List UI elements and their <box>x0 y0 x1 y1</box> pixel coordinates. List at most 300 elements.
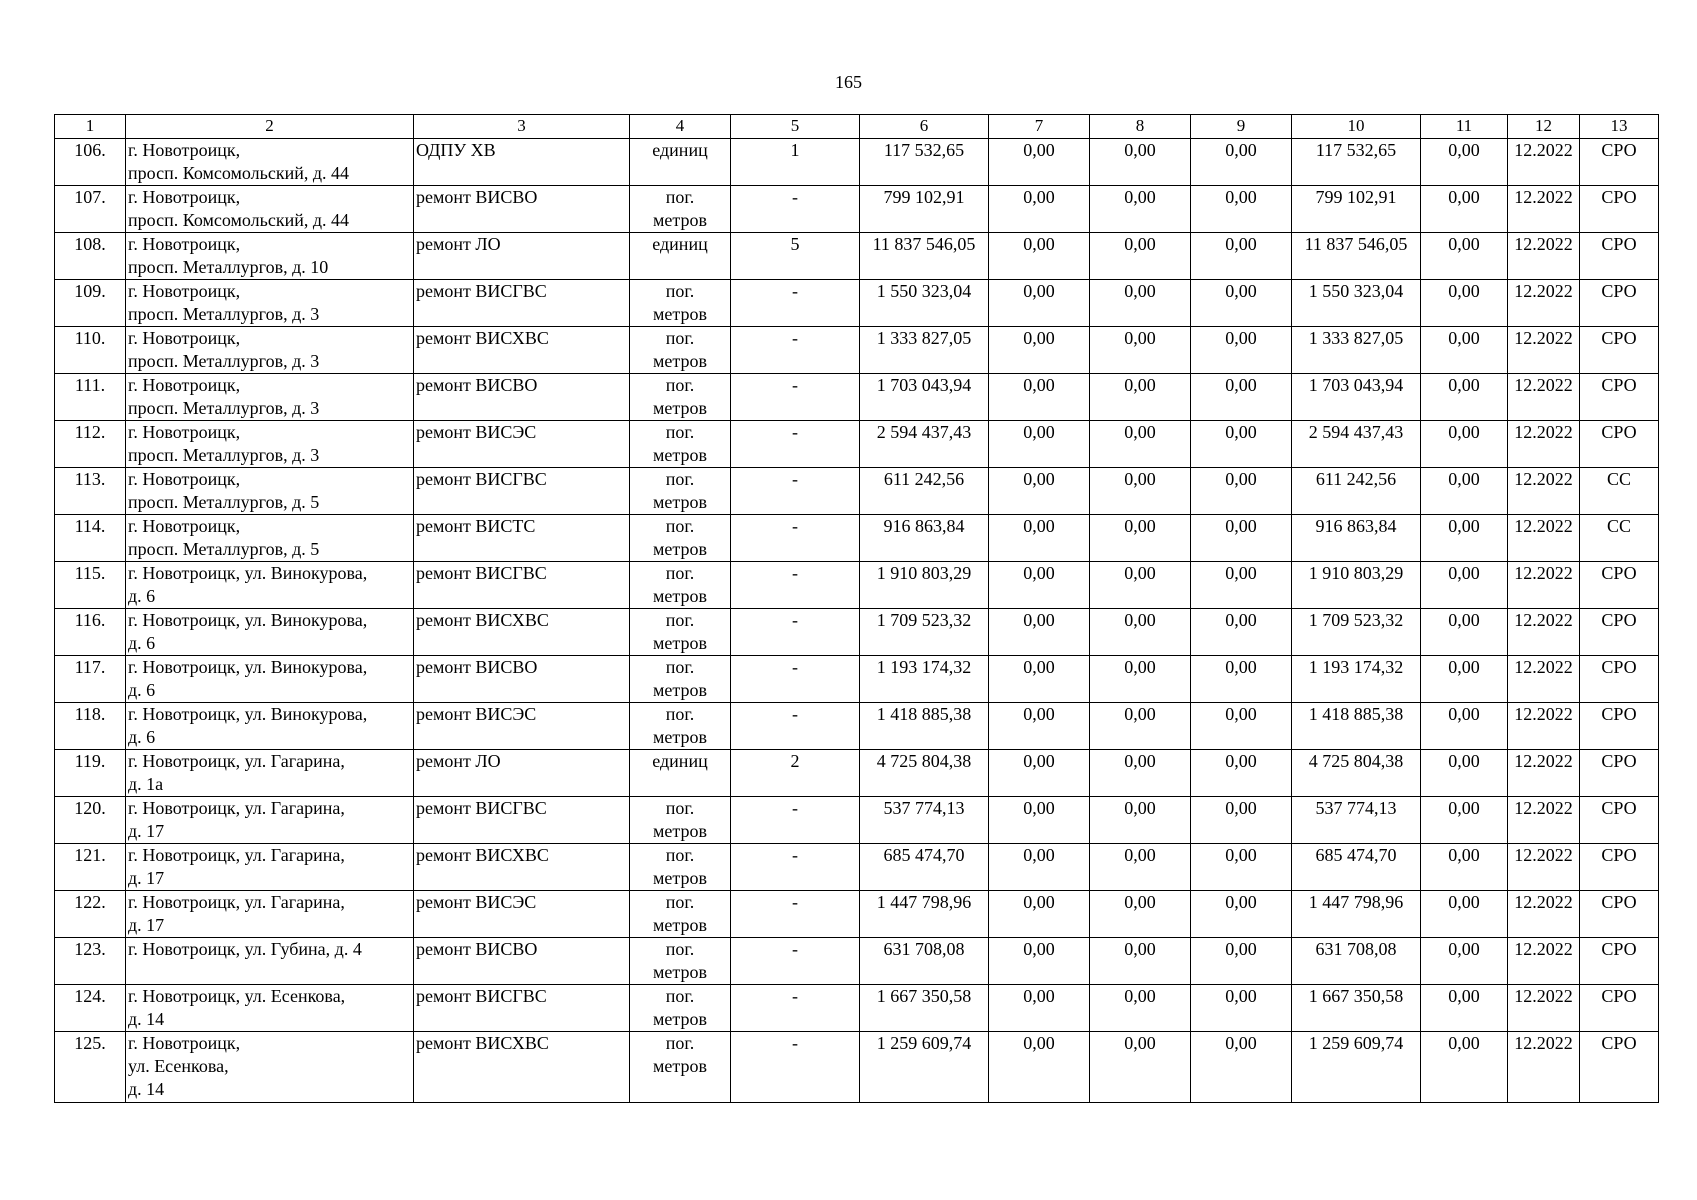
unit-cell <box>630 374 731 421</box>
amount-col11-cell: 0,00 <box>1421 280 1508 327</box>
amount-col6-cell: 1 703 043,94 <box>860 374 989 421</box>
method-cell: СРО <box>1580 656 1659 703</box>
amount-col7-cell: 0,00 <box>989 938 1090 985</box>
address-cell <box>126 280 414 327</box>
address-cell <box>126 327 414 374</box>
amount-col11-cell: 0,00 <box>1421 656 1508 703</box>
deadline-cell: 12.2022 <box>1508 233 1580 280</box>
amount-col9-cell: 0,00 <box>1191 468 1292 515</box>
unit-cell <box>630 797 731 844</box>
amount-col9-cell: 0,00 <box>1191 186 1292 233</box>
work-type-cell: ремонт ВИСГВС <box>414 468 630 515</box>
unit-cell <box>630 609 731 656</box>
unit-cell <box>630 515 731 562</box>
amount-col9-cell: 0,00 <box>1191 1032 1292 1103</box>
amount-col6-cell: 1 550 323,04 <box>860 280 989 327</box>
addr-line: г. Новотроицк, ул. Гагарина, <box>128 845 345 865</box>
amount-col10-cell: 799 102,91 <box>1292 186 1421 233</box>
table-row <box>55 374 1659 421</box>
amount-col7-cell: 0,00 <box>989 656 1090 703</box>
amount-col11-cell: 0,00 <box>1421 797 1508 844</box>
method-cell: СС <box>1580 515 1659 562</box>
addr-line: д. 14 <box>128 1079 165 1099</box>
table-row <box>55 891 1659 938</box>
amount-col6-cell: 611 242,56 <box>860 468 989 515</box>
table-row <box>55 703 1659 750</box>
amount-col8-cell: 0,00 <box>1090 280 1191 327</box>
unit-line: пог. <box>665 328 695 348</box>
amount-col10-cell: 117 532,65 <box>1292 139 1421 186</box>
amount-col7-cell: 0,00 <box>989 844 1090 891</box>
unit-line: метров <box>653 492 707 512</box>
amount-col9-cell: 0,00 <box>1191 891 1292 938</box>
method-cell: СРО <box>1580 374 1659 421</box>
amount-col10-cell: 611 242,56 <box>1292 468 1421 515</box>
amount-col10-cell: 916 863,84 <box>1292 515 1421 562</box>
deadline-cell: 12.2022 <box>1508 468 1580 515</box>
register-table <box>54 114 1659 1103</box>
amount-col6-cell: 1 447 798,96 <box>860 891 989 938</box>
amount-col6-cell: 1 259 609,74 <box>860 1032 989 1103</box>
amount-col10-cell: 537 774,13 <box>1292 797 1421 844</box>
addr-line: г. Новотроицк, <box>128 1033 241 1053</box>
quantity-cell: - <box>731 891 860 938</box>
table-row <box>55 515 1659 562</box>
address-cell <box>126 515 414 562</box>
amount-col6-cell: 1 418 885,38 <box>860 703 989 750</box>
unit-cell <box>630 327 731 374</box>
deadline-cell: 12.2022 <box>1508 938 1580 985</box>
quantity-cell: - <box>731 797 860 844</box>
unit-line: метров <box>653 821 707 841</box>
amount-col8-cell: 0,00 <box>1090 468 1191 515</box>
amount-col8-cell: 0,00 <box>1090 186 1191 233</box>
deadline-cell: 12.2022 <box>1508 891 1580 938</box>
addr-line: г. Новотроицк, <box>128 516 241 536</box>
unit-line: метров <box>653 586 707 606</box>
unit-line: метров <box>653 445 707 465</box>
row-number-cell: 120. <box>55 797 126 844</box>
amount-col9-cell: 0,00 <box>1191 609 1292 656</box>
row-number-cell: 107. <box>55 186 126 233</box>
unit-line: пог. <box>665 1033 695 1053</box>
work-type-cell: ремонт ВИСГВС <box>414 562 630 609</box>
unit-line: метров <box>653 868 707 888</box>
method-cell: СРО <box>1580 891 1659 938</box>
amount-col11-cell: 0,00 <box>1421 985 1508 1032</box>
table-row <box>55 186 1659 233</box>
amount-col10-cell: 1 703 043,94 <box>1292 374 1421 421</box>
amount-col8-cell: 0,00 <box>1090 891 1191 938</box>
amount-col9-cell: 0,00 <box>1191 656 1292 703</box>
column-header: 2 <box>126 115 414 139</box>
address-cell <box>126 938 414 985</box>
column-header: 8 <box>1090 115 1191 139</box>
deadline-cell: 12.2022 <box>1508 703 1580 750</box>
unit-line: единиц <box>652 234 708 254</box>
row-number-cell: 116. <box>55 609 126 656</box>
table-row <box>55 468 1659 515</box>
column-header: 9 <box>1191 115 1292 139</box>
quantity-cell: - <box>731 609 860 656</box>
table-row <box>55 233 1659 280</box>
addr-line: д. 6 <box>128 633 156 653</box>
addr-line: д. 17 <box>128 868 165 888</box>
work-type-cell: ремонт ЛО <box>414 750 630 797</box>
amount-col8-cell: 0,00 <box>1090 562 1191 609</box>
quantity-cell: - <box>731 515 860 562</box>
row-number-cell: 110. <box>55 327 126 374</box>
addr-line: г. Новотроицк, ул. Гагарина, <box>128 751 345 771</box>
table-row <box>55 938 1659 985</box>
table-row <box>55 280 1659 327</box>
unit-line: метров <box>653 633 707 653</box>
address-cell <box>126 891 414 938</box>
amount-col10-cell: 1 259 609,74 <box>1292 1032 1421 1103</box>
amount-col10-cell: 1 550 323,04 <box>1292 280 1421 327</box>
quantity-cell: - <box>731 374 860 421</box>
addr-line: г. Новотроицк, <box>128 328 241 348</box>
amount-col6-cell: 799 102,91 <box>860 186 989 233</box>
deadline-cell: 12.2022 <box>1508 515 1580 562</box>
unit-line: метров <box>653 962 707 982</box>
column-header: 12 <box>1508 115 1580 139</box>
addr-line: г. Новотроицк, ул. Есенкова, <box>128 986 346 1006</box>
work-type-cell: ремонт ВИСХВС <box>414 327 630 374</box>
table-row <box>55 421 1659 468</box>
address-cell <box>126 703 414 750</box>
method-cell: СРО <box>1580 985 1659 1032</box>
amount-col11-cell: 0,00 <box>1421 374 1508 421</box>
amount-col6-cell: 1 193 174,32 <box>860 656 989 703</box>
amount-col6-cell: 1 709 523,32 <box>860 609 989 656</box>
amount-col8-cell: 0,00 <box>1090 797 1191 844</box>
amount-col9-cell: 0,00 <box>1191 280 1292 327</box>
unit-line: метров <box>653 727 707 747</box>
address-cell <box>126 421 414 468</box>
amount-col8-cell: 0,00 <box>1090 609 1191 656</box>
unit-line: метров <box>653 304 707 324</box>
work-type-cell: ремонт ВИСТС <box>414 515 630 562</box>
addr-line: д. 17 <box>128 915 165 935</box>
unit-line: пог. <box>665 986 695 1006</box>
amount-col7-cell: 0,00 <box>989 327 1090 374</box>
row-number-cell: 114. <box>55 515 126 562</box>
address-cell <box>126 1032 414 1103</box>
method-cell: СРО <box>1580 844 1659 891</box>
amount-col11-cell: 0,00 <box>1421 750 1508 797</box>
table-row <box>55 656 1659 703</box>
addr-line: просп. Металлургов, д. 3 <box>128 351 320 371</box>
method-cell: СС <box>1580 468 1659 515</box>
work-type-cell: ОДПУ ХВ <box>414 139 630 186</box>
quantity-cell: - <box>731 280 860 327</box>
amount-col8-cell: 0,00 <box>1090 233 1191 280</box>
addr-line: д. 1а <box>128 774 164 794</box>
addr-line: просп. Комсомольский, д. 44 <box>128 163 350 183</box>
amount-col11-cell: 0,00 <box>1421 844 1508 891</box>
amount-col10-cell: 1 709 523,32 <box>1292 609 1421 656</box>
table-row <box>55 750 1659 797</box>
deadline-cell: 12.2022 <box>1508 797 1580 844</box>
row-number-cell: 109. <box>55 280 126 327</box>
address-cell <box>126 233 414 280</box>
unit-cell <box>630 844 731 891</box>
method-cell: СРО <box>1580 562 1659 609</box>
method-cell: СРО <box>1580 233 1659 280</box>
unit-line: единиц <box>652 751 708 771</box>
row-number-cell: 117. <box>55 656 126 703</box>
table-row <box>55 609 1659 656</box>
work-type-cell: ремонт ВИСВО <box>414 938 630 985</box>
amount-col10-cell: 11 837 546,05 <box>1292 233 1421 280</box>
column-header: 13 <box>1580 115 1659 139</box>
amount-col7-cell: 0,00 <box>989 985 1090 1032</box>
amount-col7-cell: 0,00 <box>989 1032 1090 1103</box>
amount-col7-cell: 0,00 <box>989 280 1090 327</box>
unit-line: пог. <box>665 281 695 301</box>
unit-line: пог. <box>665 469 695 489</box>
amount-col8-cell: 0,00 <box>1090 844 1191 891</box>
amount-col7-cell: 0,00 <box>989 421 1090 468</box>
amount-col10-cell: 685 474,70 <box>1292 844 1421 891</box>
amount-col11-cell: 0,00 <box>1421 609 1508 656</box>
method-cell: СРО <box>1580 703 1659 750</box>
amount-col9-cell: 0,00 <box>1191 797 1292 844</box>
amount-col10-cell: 1 667 350,58 <box>1292 985 1421 1032</box>
quantity-cell: - <box>731 468 860 515</box>
row-number-cell: 115. <box>55 562 126 609</box>
amount-col10-cell: 1 910 803,29 <box>1292 562 1421 609</box>
amount-col10-cell: 1 447 798,96 <box>1292 891 1421 938</box>
work-type-cell: ремонт ЛО <box>414 233 630 280</box>
address-cell <box>126 139 414 186</box>
column-header: 7 <box>989 115 1090 139</box>
header-row <box>55 115 1659 139</box>
deadline-cell: 12.2022 <box>1508 656 1580 703</box>
unit-line: пог. <box>665 563 695 583</box>
unit-line: пог. <box>665 939 695 959</box>
work-type-cell: ремонт ВИСВО <box>414 656 630 703</box>
amount-col11-cell: 0,00 <box>1421 891 1508 938</box>
address-cell <box>126 985 414 1032</box>
row-number-cell: 121. <box>55 844 126 891</box>
deadline-cell: 12.2022 <box>1508 421 1580 468</box>
unit-line: пог. <box>665 657 695 677</box>
method-cell: СРО <box>1580 797 1659 844</box>
unit-cell <box>630 656 731 703</box>
method-cell: СРО <box>1580 609 1659 656</box>
amount-col6-cell: 2 594 437,43 <box>860 421 989 468</box>
amount-col11-cell: 0,00 <box>1421 186 1508 233</box>
method-cell: СРО <box>1580 186 1659 233</box>
amount-col6-cell: 117 532,65 <box>860 139 989 186</box>
unit-line: метров <box>653 915 707 935</box>
amount-col6-cell: 916 863,84 <box>860 515 989 562</box>
amount-col9-cell: 0,00 <box>1191 233 1292 280</box>
method-cell: СРО <box>1580 938 1659 985</box>
addr-line: г. Новотроицк, <box>128 140 241 160</box>
deadline-cell: 12.2022 <box>1508 1032 1580 1103</box>
addr-line: просп. Металлургов, д. 3 <box>128 445 320 465</box>
unit-cell <box>630 703 731 750</box>
deadline-cell: 12.2022 <box>1508 609 1580 656</box>
amount-col9-cell: 0,00 <box>1191 750 1292 797</box>
column-header: 10 <box>1292 115 1421 139</box>
amount-col11-cell: 0,00 <box>1421 421 1508 468</box>
amount-col7-cell: 0,00 <box>989 186 1090 233</box>
unit-line: пог. <box>665 798 695 818</box>
addr-line: г. Новотроицк, ул. Гагарина, <box>128 798 345 818</box>
work-type-cell: ремонт ВИСГВС <box>414 985 630 1032</box>
quantity-cell: - <box>731 938 860 985</box>
addr-line: г. Новотроицк, <box>128 234 241 254</box>
amount-col8-cell: 0,00 <box>1090 656 1191 703</box>
deadline-cell: 12.2022 <box>1508 985 1580 1032</box>
addr-line: г. Новотроицк, ул. Винокурова, <box>128 563 368 583</box>
amount-col9-cell: 0,00 <box>1191 938 1292 985</box>
addr-line: г. Новотроицк, ул. Губина, д. 4 <box>128 939 362 959</box>
unit-line: пог. <box>665 892 695 912</box>
column-header: 1 <box>55 115 126 139</box>
quantity-cell: 2 <box>731 750 860 797</box>
amount-col9-cell: 0,00 <box>1191 139 1292 186</box>
method-cell: СРО <box>1580 280 1659 327</box>
address-cell <box>126 186 414 233</box>
amount-col6-cell: 631 708,08 <box>860 938 989 985</box>
table-row <box>55 797 1659 844</box>
work-type-cell: ремонт ВИСВО <box>414 374 630 421</box>
amount-col8-cell: 0,00 <box>1090 139 1191 186</box>
amount-col7-cell: 0,00 <box>989 703 1090 750</box>
table-row <box>55 1032 1659 1103</box>
unit-line: метров <box>653 1009 707 1029</box>
unit-line: пог. <box>665 704 695 724</box>
unit-line: пог. <box>665 610 695 630</box>
amount-col9-cell: 0,00 <box>1191 703 1292 750</box>
amount-col6-cell: 1 667 350,58 <box>860 985 989 1032</box>
work-type-cell: ремонт ВИСХВС <box>414 609 630 656</box>
amount-col11-cell: 0,00 <box>1421 562 1508 609</box>
amount-col11-cell: 0,00 <box>1421 139 1508 186</box>
amount-col8-cell: 0,00 <box>1090 750 1191 797</box>
amount-col11-cell: 0,00 <box>1421 1032 1508 1103</box>
work-type-cell: ремонт ВИСЭС <box>414 421 630 468</box>
addr-line: г. Новотроицк, ул. Винокурова, <box>128 610 368 630</box>
amount-col9-cell: 0,00 <box>1191 562 1292 609</box>
addr-line: г. Новотроицк, ул. Винокурова, <box>128 657 368 677</box>
quantity-cell: - <box>731 844 860 891</box>
table-body <box>55 139 1659 1103</box>
unit-line: метров <box>653 539 707 559</box>
deadline-cell: 12.2022 <box>1508 280 1580 327</box>
unit-line: единиц <box>652 140 708 160</box>
unit-cell <box>630 938 731 985</box>
work-type-cell: ремонт ВИСГВС <box>414 797 630 844</box>
table-row <box>55 327 1659 374</box>
amount-col11-cell: 0,00 <box>1421 468 1508 515</box>
column-header: 3 <box>414 115 630 139</box>
table-row <box>55 139 1659 186</box>
row-number-cell: 106. <box>55 139 126 186</box>
unit-line: пог. <box>665 422 695 442</box>
work-type-cell: ремонт ВИСВО <box>414 186 630 233</box>
amount-col8-cell: 0,00 <box>1090 703 1191 750</box>
unit-cell <box>630 985 731 1032</box>
addr-line: г. Новотроицк, <box>128 375 241 395</box>
unit-line: метров <box>653 210 707 230</box>
amount-col11-cell: 0,00 <box>1421 703 1508 750</box>
addr-line: г. Новотроицк, <box>128 469 241 489</box>
unit-cell <box>630 562 731 609</box>
deadline-cell: 12.2022 <box>1508 327 1580 374</box>
amount-col6-cell: 4 725 804,38 <box>860 750 989 797</box>
method-cell: СРО <box>1580 327 1659 374</box>
address-cell <box>126 844 414 891</box>
address-cell <box>126 609 414 656</box>
amount-col8-cell: 0,00 <box>1090 1032 1191 1103</box>
unit-line: пог. <box>665 187 695 207</box>
unit-cell <box>630 468 731 515</box>
addr-line: г. Новотроицк, ул. Винокурова, <box>128 704 368 724</box>
addr-line: г. Новотроицк, ул. Гагарина, <box>128 892 345 912</box>
unit-cell <box>630 186 731 233</box>
address-cell <box>126 468 414 515</box>
work-type-cell: ремонт ВИСЭС <box>414 703 630 750</box>
table-row <box>55 985 1659 1032</box>
addr-line: просп. Металлургов, д. 10 <box>128 257 329 277</box>
work-type-cell: ремонт ВИСГВС <box>414 280 630 327</box>
amount-col7-cell: 0,00 <box>989 797 1090 844</box>
work-type-cell: ремонт ВИСХВС <box>414 844 630 891</box>
row-number-cell: 123. <box>55 938 126 985</box>
addr-line: д. 14 <box>128 1009 165 1029</box>
page-number: 165 <box>835 72 862 92</box>
amount-col6-cell: 685 474,70 <box>860 844 989 891</box>
unit-line: метров <box>653 1056 707 1076</box>
column-header: 5 <box>731 115 860 139</box>
deadline-cell: 12.2022 <box>1508 750 1580 797</box>
amount-col11-cell: 0,00 <box>1421 233 1508 280</box>
work-type-cell: ремонт ВИСЭС <box>414 891 630 938</box>
amount-col7-cell: 0,00 <box>989 468 1090 515</box>
amount-col9-cell: 0,00 <box>1191 421 1292 468</box>
amount-col10-cell: 2 594 437,43 <box>1292 421 1421 468</box>
unit-line: пог. <box>665 375 695 395</box>
unit-cell <box>630 280 731 327</box>
addr-line: просп. Металлургов, д. 5 <box>128 539 320 559</box>
quantity-cell: - <box>731 186 860 233</box>
addr-line: ул. Есенкова, <box>128 1056 229 1076</box>
amount-col7-cell: 0,00 <box>989 609 1090 656</box>
amount-col7-cell: 0,00 <box>989 139 1090 186</box>
unit-line: метров <box>653 351 707 371</box>
unit-line: метров <box>653 398 707 418</box>
row-number-cell: 112. <box>55 421 126 468</box>
addr-line: г. Новотроицк, <box>128 281 241 301</box>
amount-col6-cell: 11 837 546,05 <box>860 233 989 280</box>
deadline-cell: 12.2022 <box>1508 139 1580 186</box>
column-header: 6 <box>860 115 989 139</box>
row-number-cell: 124. <box>55 985 126 1032</box>
quantity-cell: 5 <box>731 233 860 280</box>
row-number-cell: 111. <box>55 374 126 421</box>
amount-col8-cell: 0,00 <box>1090 374 1191 421</box>
addr-line: просп. Металлургов, д. 3 <box>128 398 320 418</box>
amount-col6-cell: 1 910 803,29 <box>860 562 989 609</box>
amount-col11-cell: 0,00 <box>1421 327 1508 374</box>
addr-line: д. 6 <box>128 586 156 606</box>
